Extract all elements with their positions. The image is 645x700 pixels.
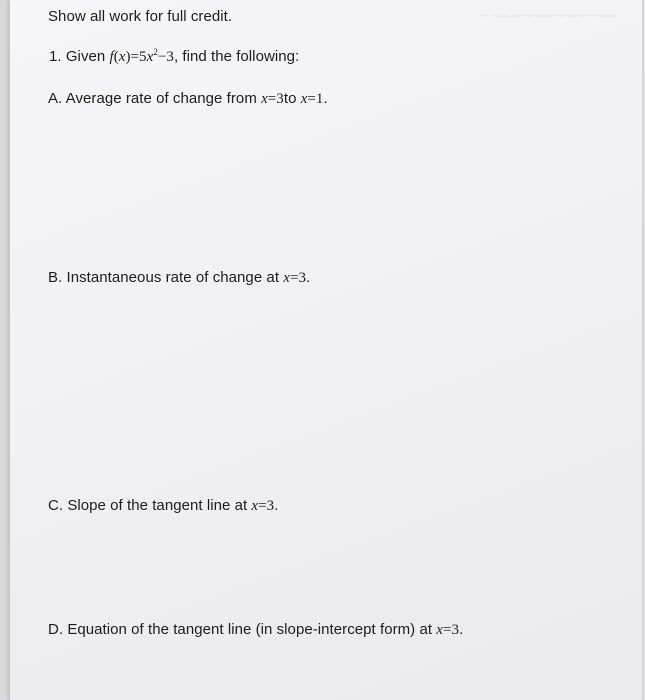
part-a-text: Average rate of change from [65,90,257,107]
question-intro [49,47,299,66]
part-d-period: . [459,621,464,638]
part-d-text: Equation of the tangent line (in slope-intercept form) at [67,621,433,638]
part-c-text: Slope of the tangent line at [67,497,248,514]
part-a-math-1: x=3 [261,91,284,107]
part-d-label: D. [48,621,64,638]
part-c-label: C. [48,497,64,514]
page-edge [642,0,644,700]
part-d [48,621,463,639]
part-a-period: . [323,90,328,107]
function-expression: $f(x)=5x^2-3$ [109,47,174,65]
part-a [48,90,328,108]
part-d-math: x=3 [436,622,460,638]
instructions-text: Show all work for full credit. [48,8,233,25]
question-intro-prefix: Given [65,48,106,65]
question-number: 1. [49,48,62,65]
part-c-period: . [274,497,279,514]
part-a-label: A. [48,90,63,107]
part-c-math: x=3 [251,498,275,514]
part-a-between: to [283,90,297,107]
part-a-math-2: x=1 [300,91,324,107]
part-b-text: Instantaneous rate of change at [66,269,280,286]
part-b-label: B. [48,269,63,286]
bleed-through-text [480,6,617,27]
question-intro-suffix: , find the following: [173,48,300,65]
part-b-math: x=3 [283,270,307,286]
part-c [48,497,278,515]
part-b [48,269,310,287]
part-b-period: . [306,269,311,286]
